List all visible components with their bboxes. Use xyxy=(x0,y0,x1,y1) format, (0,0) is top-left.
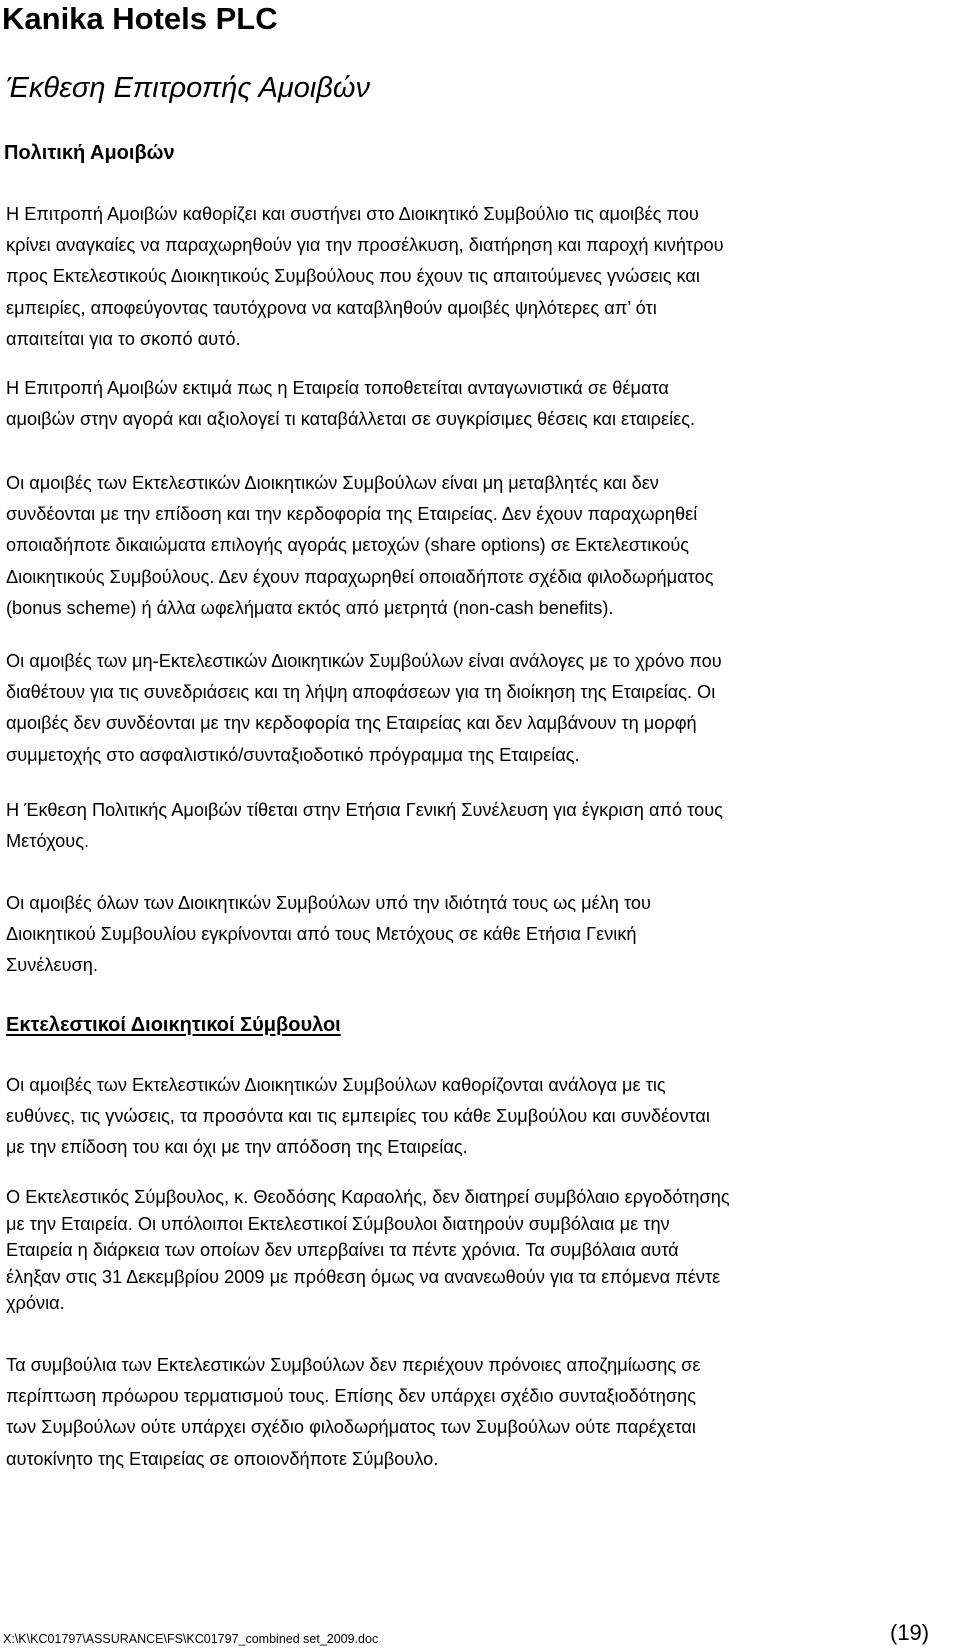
text-line: Οι αμοιβές των μη-Εκτελεστικών Διοικητικών Συμβούλων είναι ανάλογες με το χρόνο που xyxy=(6,651,722,671)
text-line: Οι αμοιβές των Εκτελεστικών Διοικητικών Συμβούλων καθορίζονται ανάλογα με τις xyxy=(6,1075,666,1095)
text-line: Η Επιτροπή Αμοιβών καθορίζει και συστήνει στο Διοικητικό Συμβούλιο τις αμοιβές που xyxy=(6,204,699,224)
text-line: με την επίδοση του και όχι με την απόδοση της Εταιρείας. xyxy=(6,1137,468,1158)
section-heading-remuneration-policy: Πολιτική Αμοιβών xyxy=(4,142,175,164)
paragraph xyxy=(6,888,950,982)
text-line: αυτοκίνητο της Εταιρείας σε οποιονδήποτε Σύμβουλο. xyxy=(6,1448,439,1469)
text-line: Ο Εκτελεστικός Σύμβουλος, κ. Θεοδόσης Καραολής, δεν διατηρεί συμβόλαιο εργοδότησης xyxy=(6,1187,730,1207)
text-line: Οι αμοιβές των Εκτελεστικών Διοικητικών Συμβούλων είναι μη μεταβλητές και δεν xyxy=(6,473,659,493)
footer-file-path: X:\K\KC01797\ASSURANCE\FS\KC01797_combined set_2009.doc xyxy=(3,1632,379,1646)
text-line: Εταιρεία η διάρκεια των οποίων δεν υπερβαίνει τα πέντε χρόνια. Τα συμβόλαια αυτά xyxy=(6,1240,679,1260)
text-line: έληξαν στις 31 Δεκεμβρίου 2009 με πρόθεση όμως να ανανεωθούν για τα επόμενα πέντε xyxy=(6,1266,721,1287)
text-line: περίπτωση πρόωρου τερματισμού τους. Επίσης δεν υπάρχει σχέδιο συνταξιοδότησης xyxy=(6,1386,697,1407)
report-title: Έκθεση Επιτροπής Αμοιβών xyxy=(6,72,370,104)
paragraph xyxy=(6,1350,950,1475)
text-line: αμοιβές δεν συνδέονται με την κερδοφορία της Εταιρείας και δεν λαμβάνουν τη μορφή xyxy=(6,713,697,734)
text-line: ευθύνες, τις γνώσεις, τα προσόντα και τις εμπειρίες του κάθε Συμβούλου και συνδέονται xyxy=(6,1106,710,1127)
text-line: Οι αμοιβές όλων των Διοικητικών Συμβούλων υπό την ιδιότητά τους ως μέλη του xyxy=(6,893,651,913)
text-line: Η Επιτροπή Αμοιβών εκτιμά πως η Εταιρεία τοποθετείται ανταγωνιστικά σε θέματα xyxy=(6,378,669,398)
paragraph xyxy=(6,795,950,857)
text-line: αμοιβών στην αγορά και αξιολογεί τι καταβάλλεται σε συγκρίσιμες θέσεις και εταιρείες. xyxy=(6,409,696,430)
text-line: προς Εκτελεστικούς Διοικητικούς Συμβούλους που έχουν τις απαιτούμενες γνώσεις και xyxy=(6,266,700,287)
section-heading-executive-directors: Εκτελεστικοί Διοικητικοί Σύμβουλοι xyxy=(6,1014,341,1036)
text-line: Διοικητικού Συμβουλίου εγκρίνονται από τους Μετόχους σε κάθε Ετήσια Γενική xyxy=(6,924,637,945)
text-line: Συνέλευση. xyxy=(6,955,98,976)
text-line: χρόνια. xyxy=(6,1293,65,1313)
paragraph xyxy=(6,1070,950,1164)
paragraph xyxy=(6,373,950,435)
text-line: συνδέονται με την επίδοση και την κερδοφορία της Εταιρείας. Δεν έχουν παραχωρηθεί xyxy=(6,504,698,525)
text-line: (bonus scheme) ή άλλα ωφελήματα εκτός από μετρητά (non-cash benefits). xyxy=(6,597,614,618)
paragraph xyxy=(6,468,950,624)
text-line: κρίνει αναγκαίες να παραχωρηθούν για την προσέλκυση, διατήρηση και παροχή κινήτρου xyxy=(6,235,724,256)
text-line: απαιτείται για το σκοπό αυτό. xyxy=(6,328,241,349)
company-name: Kanika Hotels PLC xyxy=(2,1,278,36)
text-line: Η Έκθεση Πολιτικής Αμοιβών τίθεται στην Ετήσια Γενική Συνέλευση για έγκριση από τους xyxy=(6,800,723,820)
text-line: διαθέτουν για τις συνεδριάσεις και τη λήψη αποφάσεων για τη διοίκηση της Εταιρείας. Οι xyxy=(6,682,716,703)
text-line: των Συμβούλων ούτε υπάρχει σχέδιο φιλοδωρήματος των Συμβούλων ούτε παρέχεται xyxy=(6,1417,696,1438)
paragraph xyxy=(6,1184,950,1317)
paragraph xyxy=(6,646,950,771)
text-line: Τα συμβούλια των Εκτελεστικών Συμβούλων δεν περιέχουν πρόνοιες αποζημίωσης σε xyxy=(6,1355,701,1375)
page-number: (19) xyxy=(890,1620,930,1645)
text-line: με την Εταιρεία. Οι υπόλοιποι Εκτελεστικοί Σύμβουλοι διατηρούν συμβόλαια με την xyxy=(6,1213,670,1234)
text-line: εμπειρίες, αποφεύγοντας ταυτόχρονα να καταβληθούν αμοιβές ψηλότερες απ’ ότι xyxy=(6,297,657,318)
text-line: οποιαδήποτε δικαιώματα επιλογής αγοράς μετοχών (share options) σε Εκτελεστικούς xyxy=(6,535,690,556)
paragraph xyxy=(6,199,950,355)
text-line: συμμετοχής στο ασφαλιστικό/συνταξιοδοτικό πρόγραμμα της Εταιρείας. xyxy=(6,744,580,765)
text-line: Μετόχους. xyxy=(6,831,90,852)
text-line: Διοικητικούς Συμβούλους. Δεν έχουν παραχωρηθεί οποιαδήποτε σχέδια φιλοδωρήματος xyxy=(6,566,714,587)
